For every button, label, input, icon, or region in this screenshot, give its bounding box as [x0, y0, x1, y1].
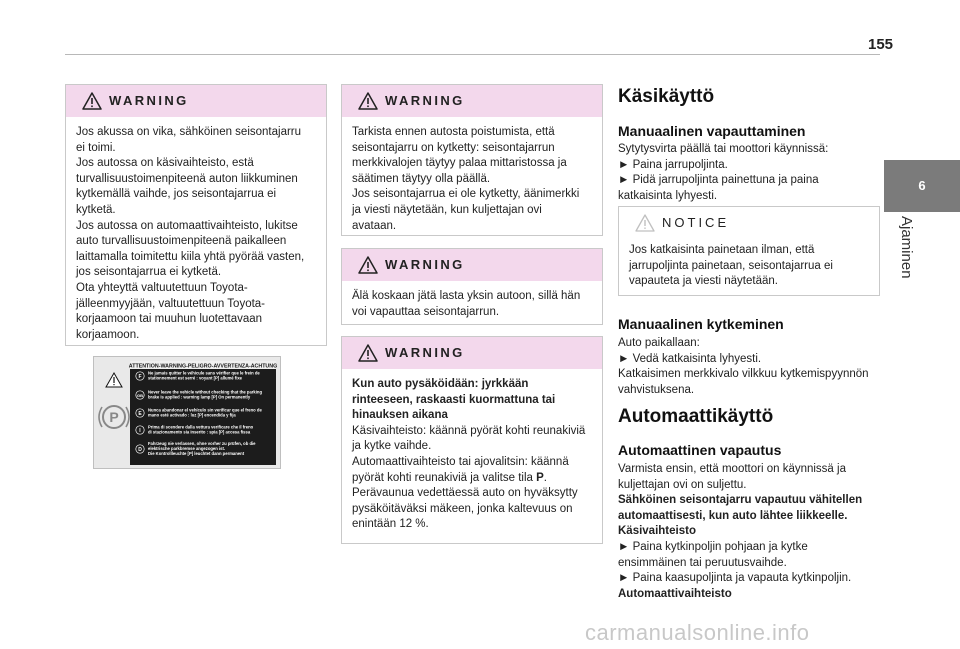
- section-heading-manual: Käsikäyttö: [618, 86, 715, 107]
- text-line: pysäköitäväksi mäkeen, jonka kaltevuus on: [352, 502, 573, 515]
- text-line: jarrupoljinta painetaan, seisontajarrua ei: [629, 259, 833, 272]
- warning-triangle-icon: [358, 92, 378, 110]
- text-line: jälleenmyyjään, valtuutettuun Toyota-: [76, 297, 266, 310]
- lang-code-i: I: [139, 428, 141, 434]
- label-text: Die Kontrollleuchte [P] leuchtet dann permanent: [148, 451, 245, 456]
- text-line: kytketä.: [76, 203, 116, 216]
- manual-gearbox-label: Käsivaihteisto: [618, 525, 696, 538]
- text-line-bold: Sähköinen seisontajarru vapautuu vähitellen: [618, 494, 863, 507]
- text-line-bold: Kun auto pysäköidään: jyrkkään: [352, 378, 529, 390]
- lang-code-d: D: [138, 447, 142, 453]
- notice-title: NOTICE: [662, 215, 730, 230]
- label-text: Prima di scendere dalla vettura verificare che il freno: [148, 424, 254, 430]
- watermark: carmanualsonline.info: [585, 620, 810, 645]
- warning-box-child: [341, 248, 603, 325]
- automatic-release-text: [618, 462, 862, 602]
- label-text: brake is applied : warning lamp [P] On permanently: [148, 394, 251, 400]
- subheading-automatic-release: Automaattinen vapautus: [618, 442, 782, 458]
- text-line: ► Paina kytkinpoljin pohjaan ja kytke: [618, 540, 808, 553]
- text-line: Sytytysvirta päällä tai moottori käynnissä:: [618, 143, 829, 155]
- manual-release-text: [618, 142, 828, 204]
- text-line: voi vapauttaa seisontajarrun.: [352, 305, 500, 318]
- text-line: ei toimi.: [76, 141, 116, 154]
- text-line: Jos katkaisinta painetaan ilman, että: [629, 244, 815, 256]
- label-text: Never leave the vehicle without checking that the parking: [148, 389, 263, 395]
- warning-body: [66, 117, 326, 351]
- text-line: vahvistuksena.: [618, 383, 695, 396]
- text-line: Käsivaihteisto: käännä pyörät kohti reunakiviä: [352, 424, 586, 437]
- page-number: 155: [868, 36, 894, 53]
- warning-header: [66, 85, 326, 117]
- warning-title: WARNING: [385, 93, 465, 108]
- text-line: ► Pidä jarrupoljinta painettuna ja paina: [618, 174, 819, 187]
- text-line: säätimen täytyy olla päällä.: [352, 172, 491, 185]
- text-line: Tarkista ennen autosta poistumista, että: [352, 126, 555, 138]
- text-line-bold: hinauksen aikana: [352, 409, 448, 422]
- warning-title: WARNING: [109, 93, 189, 108]
- text-line: laittamalla toimitettu kiila yhtä pyörää vasten,: [76, 250, 305, 263]
- notice-triangle-icon: [635, 214, 655, 232]
- text-line: ► Paina jarrupoljinta.: [618, 158, 728, 171]
- text-line: auto turvallisuustoimenpiteenä paikalleen: [76, 235, 287, 248]
- warning-label-illustration: [94, 357, 280, 468]
- parking-brake-warning-label-figure: [93, 356, 281, 469]
- text-line: turvallisuustoimenpiteenä auton liikkuminen: [76, 172, 298, 185]
- subheading-manual-release: Manuaalinen vapauttaminen: [618, 123, 806, 139]
- text-line: kytkemällä vaihde, jos seisontajarrua ei: [76, 188, 277, 201]
- text-line: avataan.: [352, 219, 397, 232]
- text-line: jos seisontajarrua ei kytketä.: [76, 266, 222, 279]
- manual-apply-text: [618, 336, 869, 398]
- gear-mode-p: P: [536, 471, 544, 484]
- chapter-tab[interactable]: 6: [884, 160, 960, 212]
- text-fragment: .: [543, 471, 547, 484]
- warning-header: [342, 85, 602, 117]
- text-line: Varmista ensin, että moottori on käynnissä ja: [618, 463, 846, 475]
- warning-box-check-brake: [341, 84, 603, 236]
- lang-code-gb: GB: [137, 393, 143, 398]
- text-line: Ota yhteyttä valtuutettuun Toyota-: [76, 281, 248, 294]
- text-fragment: pyörät kohti reunakiviä ja valitse tila: [352, 471, 537, 484]
- lang-code-e: E: [138, 411, 142, 417]
- text-line: korjaamoon tai muuhun luotettavaan: [76, 313, 263, 326]
- text-line: Jos autossa on käsivaihteisto, estä: [76, 157, 254, 170]
- subheading-manual-apply: Manuaalinen kytkeminen: [618, 316, 784, 332]
- text-line: katkaisinta lyhyesti.: [618, 189, 718, 202]
- warning-box-battery: [65, 84, 327, 346]
- notice-box: [618, 206, 880, 296]
- text-line: Jos seisontajarrua ei ole kytketty, äänimerkki: [352, 188, 580, 201]
- label-text: Fahrzeug nie verlassen, ohne vorher zu prüfen, ob die: [148, 441, 256, 446]
- warning-triangle-icon: [82, 92, 102, 110]
- warning-body: [342, 369, 602, 541]
- label-text: elektrische parkbremse angezogen ist.: [148, 446, 226, 451]
- text-line: Perävaunua vedettäessä auto on hyväksytty: [352, 487, 578, 500]
- warning-title: WARNING: [385, 345, 465, 360]
- warning-body: [342, 117, 602, 242]
- svg-text:P: P: [109, 409, 119, 425]
- warning-header: [342, 337, 602, 369]
- notice-body: [619, 239, 879, 298]
- label-text: Nunca abandonar el vehículo sin verificar que el freno de: [148, 407, 262, 413]
- text-line: merkkivalojen täytyy palaa mittaristossa ja: [352, 157, 567, 170]
- chapter-label: [884, 216, 924, 336]
- text-line: Automaattivaihteisto tai ajovalitsin: käännä: [352, 455, 569, 468]
- text-line: Jos autossa on automaattivaihteisto, lukitse: [76, 219, 298, 232]
- text-line: vapauteta ja viesti näytetään.: [629, 275, 778, 288]
- notice-header: [619, 207, 879, 239]
- text-line-bold: automaattisesti, kun auto lähtee liikkeelle.: [618, 509, 848, 522]
- label-text: Ne jamais quitter le véhicule sans vérifier que le frein de: [148, 370, 260, 376]
- warning-header: [342, 249, 602, 281]
- label-text: stationnement est serré : voyant [P] allumé fixe: [148, 375, 243, 381]
- text-line: Jos akussa on vika, sähköinen seisontajarru: [76, 126, 302, 138]
- label-text: mano esté activado : luz [P] encendida y fija: [148, 412, 236, 418]
- chapter-label-text: Ajaminen: [898, 216, 915, 279]
- section-heading-automatic: Automaattikäyttö: [618, 406, 774, 427]
- text-line: Älä koskaan jätä lasta yksin autoon, sillä hän: [352, 290, 581, 302]
- text-line: ensimmäinen tai peruutusvaihde.: [618, 556, 787, 569]
- lang-code-f: F: [138, 374, 142, 380]
- label-text: di stazionamento sia inserito : spia [P] accesa fissa: [148, 429, 251, 435]
- text-line: ► Vedä katkaisinta lyhyesti.: [618, 352, 762, 365]
- text-line: [352, 471, 592, 487]
- text-line: ► Paina kaasupoljinta ja vapauta kytkinpoljin.: [618, 572, 852, 585]
- warning-body: [342, 281, 602, 328]
- warning-title: WARNING: [385, 257, 465, 272]
- automatic-gearbox-label: Automaattivaihteisto: [618, 587, 732, 600]
- warning-triangle-icon: [358, 256, 378, 274]
- text-line: Auto paikallaan:: [618, 337, 700, 349]
- text-line-bold: rinteeseen, raskaasti kuormattuna tai: [352, 393, 556, 406]
- top-divider: [65, 54, 880, 55]
- warning-triangle-icon: [358, 344, 378, 362]
- text-line: korjaamoon.: [76, 328, 140, 341]
- warning-box-slope: [341, 336, 603, 544]
- text-line: seisontajarru on kytketty: seisontajarrun: [352, 141, 555, 154]
- text-line: kuljettajan ovi on suljettu.: [618, 478, 747, 491]
- text-line: Katkaisimen merkkivalo vilkkuu kytkemispyynnön: [618, 368, 869, 381]
- text-line: ja kytke vaihde.: [352, 440, 432, 453]
- label-header-text: ATTENTION-WARNING-PELIGRO-AVVERTENZA-ACHTUNG: [128, 363, 278, 370]
- text-line: enintään 12 %.: [352, 518, 429, 531]
- text-line: ja viesti näytetään, kun kuljettajan ovi: [352, 203, 542, 216]
